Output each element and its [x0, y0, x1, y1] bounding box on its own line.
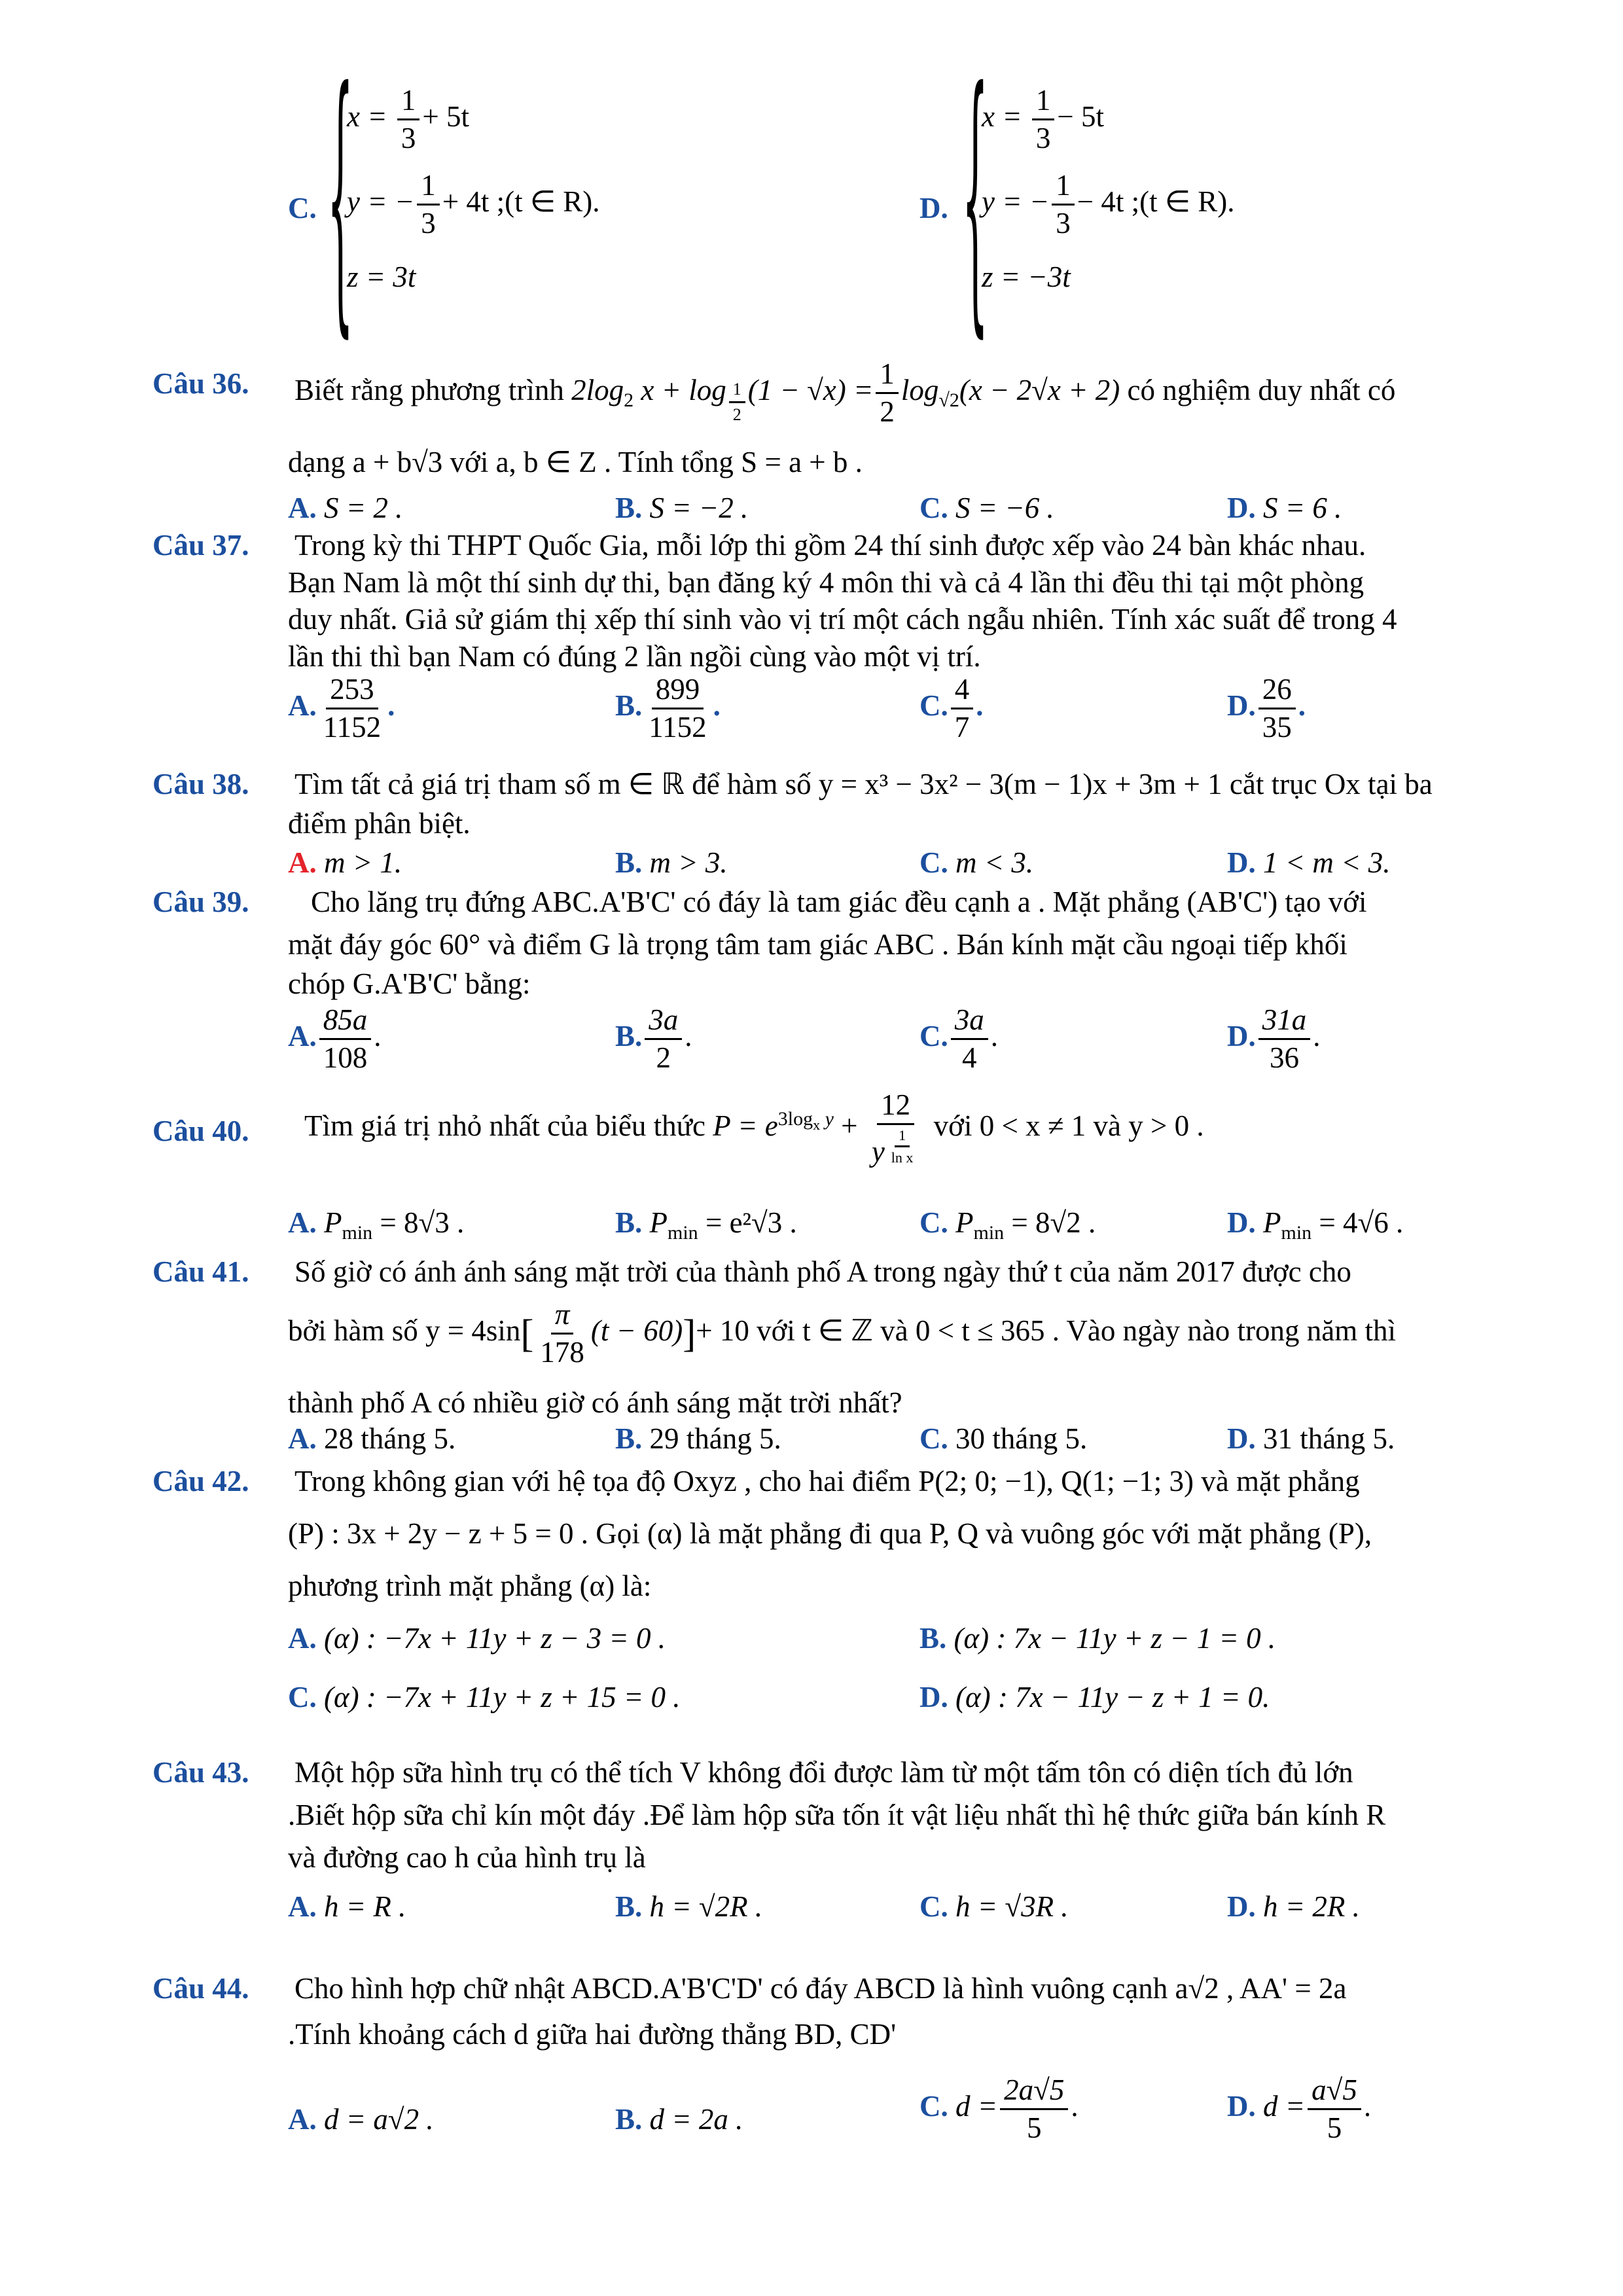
- q44-option-b: B. d = 2a .: [615, 2103, 743, 2136]
- q40-option-b: B. $P_{min} = e^2√3$ .: [615, 1206, 797, 1244]
- q39-option-b: B. $\frac{3a}{2}$ .: [615, 1003, 692, 1075]
- q38-line2: điểm phân biệt.: [288, 807, 471, 840]
- q37-line1: Trong kỳ thi THPT Quốc Gia, mỗi lớp thi gồm 24 thí sinh được xếp vào 24 bàn khác nhau.: [294, 529, 1366, 562]
- q37-option-d: D. $\frac{26}{35}$ .: [1227, 673, 1306, 744]
- q38-label: Câu 38.: [152, 768, 249, 800]
- q35-option-d-x: x = $\frac{1}{3}$ − 5t: [982, 84, 1104, 155]
- q35-option-c-y: y = − $\frac{1}{3}$ + 4t ;(t ∈ R).: [347, 169, 600, 240]
- q37-line3: duy nhất. Giả sử giám thị xếp thí sinh vào vị trí một cách ngẫu nhiên. Tính xác suất để trong 4: [288, 603, 1397, 636]
- q41-label: Câu 41.: [152, 1255, 249, 1288]
- q41-line2: bởi hàm số y = 4sin[ $\frac{\pi}{178}$ (t − 60)]+ 10 với t ∈ ℤ và 0 < t ≤ 365 . Vào ngày nào trong năm thì: [288, 1298, 1397, 1369]
- q44-option-a: A. d = a√2 .: [288, 2103, 434, 2136]
- q40-option-c: C. $P_{min} = 8√2$ .: [919, 1206, 1096, 1244]
- q37-line4: lần thi thì bạn Nam có đúng 2 lần ngồi cùng vào một vị trí.: [288, 640, 981, 673]
- q43-option-c: C. h = √3R .: [919, 1890, 1069, 1923]
- q36-option-a: A. S = 2 .: [288, 492, 403, 524]
- q44-option-c: C. d = $\frac{2a√5}{5}$ .: [919, 2073, 1079, 2145]
- q38-option-b: B. m > 3.: [615, 846, 728, 879]
- q42-option-a: A. (α) : −7x + 11y + z − 3 = 0 .: [288, 1622, 666, 1655]
- q39-label: Câu 39.: [152, 886, 249, 918]
- q35-option-c-brace: {: [327, 33, 354, 363]
- q42-line3: phương trình mặt phẳng (α) là:: [288, 1570, 652, 1602]
- q35-option-d-label: D.: [919, 192, 948, 224]
- q41-option-a: A. 28 tháng 5.: [288, 1422, 456, 1455]
- q44-label: Câu 44.: [152, 1972, 249, 2005]
- q35-option-c-label: C.: [288, 192, 317, 224]
- q39-option-a: A. $\frac{85a}{108}$ .: [288, 1003, 382, 1075]
- q43-option-a: A. h = R .: [288, 1890, 406, 1923]
- q36-option-d: D. S = 6 .: [1227, 492, 1342, 524]
- q43-label: Câu 43.: [152, 1756, 249, 1789]
- q36-option-b: B. S = −2 .: [615, 492, 749, 524]
- q37-line2: Bạn Nam là một thí sinh dự thi, bạn đăng ký 4 môn thi và cả 4 lần thi đều thi tại một phòng: [288, 566, 1364, 599]
- q40-option-a: A. $P_{min} = 8√3$ .: [288, 1206, 465, 1244]
- q44-line2: .Tính khoảng cách d giữa hai đường thẳng BD, CD': [288, 2018, 897, 2051]
- q37-label: Câu 37.: [152, 529, 249, 562]
- q42-line1: Trong không gian với hệ tọa độ Oxyz , cho hai điểm P(2; 0; −1), Q(1; −1; 3) và mặt phẳng: [294, 1465, 1360, 1498]
- q39-line2: mặt đáy góc 60° và điểm G là trọng tâm tam giác ABC . Bán kính mặt cầu ngoại tiếp khối: [288, 928, 1347, 961]
- q37-option-c: C. $\frac{4}{7}$ .: [919, 673, 984, 744]
- q43-line2: .Biết hộp sữa chỉ kín một đáy .Để làm hộp sữa tốn ít vật liệu nhất thì hệ thức giữa bán kính R: [288, 1799, 1386, 1831]
- q41-line3: thành phố A có nhiều giờ có ánh sáng mặt trời nhất?: [288, 1386, 902, 1419]
- q42-option-b: B. (α) : 7x − 11y + z − 1 = 0 .: [919, 1622, 1276, 1655]
- q38-option-d: D. 1 < m < 3.: [1227, 846, 1391, 879]
- q38-option-a: A. m > 1.: [288, 846, 402, 879]
- q35-option-d-brace: {: [962, 33, 989, 363]
- q35-option-d-y: y = − $\frac{1}{3}$ − 4t ;(t ∈ R).: [982, 169, 1235, 240]
- q36-line1: Biết rằng phương trình $2\log_2$ x + log $_{\frac{1}{2}}$ (1 − √x) = $\frac{1}{2}$ $\log_{√2}(x - 2√x + 2)$ có nghiệm duy nhất có: [294, 357, 1396, 429]
- q42-label: Câu 42.: [152, 1465, 249, 1498]
- q41-option-b: B. 29 tháng 5.: [615, 1422, 781, 1455]
- q42-option-d: D. (α) : 7x − 11y − z + 1 = 0.: [919, 1681, 1270, 1713]
- q35-option-d-z: z = −3t: [982, 260, 1071, 293]
- q39-option-c: C. $\frac{3a}{4}$ .: [919, 1003, 998, 1075]
- q39-option-d: D. $\frac{31a}{36}$ .: [1227, 1003, 1321, 1075]
- q36-label: Câu 36.: [152, 367, 249, 400]
- q36-option-c: C. S = −6 .: [919, 492, 1054, 524]
- q39-line1: Cho lăng trụ đứng ABC.A'B'C' có đáy là tam giác đều cạnh a . Mặt phẳng (AB'C') tạo với: [311, 886, 1367, 918]
- q44-line1: Cho hình hợp chữ nhật ABCD.A'B'C'D' có đáy ABCD là hình vuông cạnh a√2 , AA' = 2a: [294, 1972, 1347, 2005]
- q37-option-a: A. $\frac{253}{1152}$ .: [288, 673, 395, 744]
- q41-line1: Số giờ có ánh ánh sáng mặt trời của thành phố A trong ngày thứ t của năm 2017 được cho: [294, 1255, 1351, 1288]
- q38-line1: Tìm tất cả giá trị tham số m ∈ ℝ để hàm số y = x³ − 3x² − 3(m − 1)x + 3m + 1 cắt trục Ox tại ba: [294, 768, 1433, 800]
- q40-option-d: D. $P_{min} = 4√6$ .: [1227, 1206, 1404, 1244]
- q35-option-c-x: x = $\frac{1}{3}$ + 5t: [347, 84, 469, 155]
- q43-option-d: D. h = 2R .: [1227, 1890, 1360, 1923]
- q41-option-c: C. 30 tháng 5.: [919, 1422, 1088, 1455]
- q36-equation: $2\log_2$ x + log $_{\frac{1}{2}}$ (1 − √x) = $\frac{1}{2}$ $\log_{√2}(x - 2√x + 2)$: [571, 357, 1120, 429]
- q43-line1: Một hộp sữa hình trụ có thể tích V không đổi được làm từ một tấm tôn có diện tích đủ lớn: [294, 1756, 1353, 1789]
- q35-option-c-z: z = 3t: [347, 260, 416, 293]
- q43-line3: và đường cao h của hình trụ là: [288, 1841, 646, 1874]
- q37-option-b: B. $\frac{899}{1152}$ .: [615, 673, 721, 744]
- q40-label: Câu 40.: [152, 1115, 249, 1147]
- q43-option-b: B. h = √2R .: [615, 1890, 763, 1923]
- q42-option-c: C. (α) : −7x + 11y + z + 15 = 0 .: [288, 1681, 681, 1713]
- q38-option-c: C. m < 3.: [919, 846, 1034, 879]
- q42-line2: (P) : 3x + 2y − z + 5 = 0 . Gọi (α) là mặt phẳng đi qua P, Q và vuông góc với mặt phẳng (P),: [288, 1517, 1372, 1550]
- q40-line1: Tìm giá trị nhỏ nhất của biểu thức $P = e^{3log_x y}$ + 12 y $^{\frac{1}{\text{ln x}}}$ với 0 < x ≠ 1 và y > 0 .: [304, 1088, 1204, 1168]
- q41-option-d: D. 31 tháng 5.: [1227, 1422, 1395, 1455]
- q39-line3: chóp G.A'B'C' bằng:: [288, 967, 531, 1000]
- q44-option-d: D. d = $\frac{a√5}{5}$ .: [1227, 2073, 1372, 2145]
- q36-line2: dạng a + b√3 với a, b ∈ Z . Tính tổng S = a + b .: [288, 446, 863, 478]
